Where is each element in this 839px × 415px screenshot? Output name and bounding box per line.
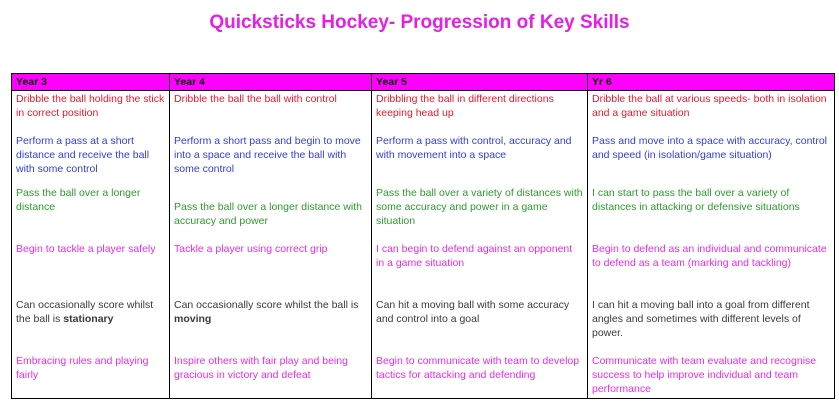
cell-rules-y3: Embracing rules and playing fairly	[12, 353, 170, 399]
cell-dribble-y6: Dribble the ball at various speeds- both in isolation and a game situation	[588, 91, 835, 133]
cell-dribble-y5: Dribbling the ball in different directions keeping head up	[372, 91, 588, 133]
header-year3: Year 3	[12, 74, 170, 91]
cell-longpass-y5: Pass the ball over a variety of distances with some accuracy and power in a game situation	[372, 185, 588, 241]
cell-dribble-y4: Dribble the ball the ball with control	[170, 91, 372, 133]
cell-longpass-y4	[170, 185, 372, 241]
table-row	[12, 241, 835, 297]
cell-pass-y3: Perform a pass at a short distance and receive the ball with some control	[12, 133, 170, 185]
score-y5-text: Can hit a moving ball with some accuracy and control into a goal	[376, 298, 570, 325]
table-row	[12, 185, 835, 241]
score-y6-text: I can hit a moving ball into a goal from different angles and sometimes with different levels of power.	[592, 298, 810, 339]
cell-pass-y6: Pass and move into a space with accuracy, control and speed (in isolation/game situation)	[588, 133, 835, 185]
header-year5: Year 5	[372, 74, 588, 91]
score-y4-bold: moving	[174, 312, 212, 325]
skills-table	[11, 73, 835, 399]
header-year4: Year 4	[170, 74, 372, 91]
cell-longpass-y4-text: Pass the ball over a longer distance with accuracy and power	[174, 200, 362, 227]
cell-dribble-y3: Dribble the ball holding the stick in correct position	[12, 91, 170, 133]
table-row	[12, 353, 835, 399]
cell-tackle-y4: Tackle a player using correct grip	[170, 241, 372, 297]
header-row	[12, 74, 835, 91]
cell-tackle-y6: Begin to defend as an individual and communicate to defend as a team (marking and tackling)	[588, 241, 835, 297]
cell-rules-y4: Inspire others with fair play and being gracious in victory and defeat	[170, 353, 372, 399]
score-y3-text: Can occasionally score whilst the ball is	[16, 298, 154, 325]
cell-tackle-y5: I can begin to defend against an opponent in a game situation	[372, 241, 588, 297]
table-row	[12, 297, 835, 353]
cell-score-y4	[170, 297, 372, 353]
score-y4-text: Can occasionally score whilst the ball is	[174, 298, 359, 311]
cell-pass-y5: Perform a pass with control, accuracy and with movement into a space	[372, 133, 588, 185]
cell-rules-y6: Communicate with team evaluate and recognise success to help improve individual and team performance	[588, 353, 835, 399]
table-row	[12, 133, 835, 185]
cell-rules-y5: Begin to communicate with team to develop tactics for attacking and defending	[372, 353, 588, 399]
score-y3-bold: stationary	[63, 312, 114, 325]
header-year6: Yr 6	[588, 74, 835, 91]
cell-pass-y4: Perform a short pass and begin to move into a space and receive the ball with some control	[170, 133, 372, 185]
cell-score-y6	[588, 297, 835, 353]
cell-longpass-y3: Pass the ball over a longer distance	[12, 185, 170, 241]
cell-tackle-y3: Begin to tackle a player safely	[12, 241, 170, 297]
cell-score-y5	[372, 297, 588, 353]
page-title: Quicksticks Hockey- Progression of Key Skills	[209, 12, 630, 33]
cell-score-y3	[12, 297, 170, 353]
cell-longpass-y6: I can start to pass the ball over a variety of distances in attacking or defensive situations	[588, 185, 835, 241]
table-row	[12, 91, 835, 133]
